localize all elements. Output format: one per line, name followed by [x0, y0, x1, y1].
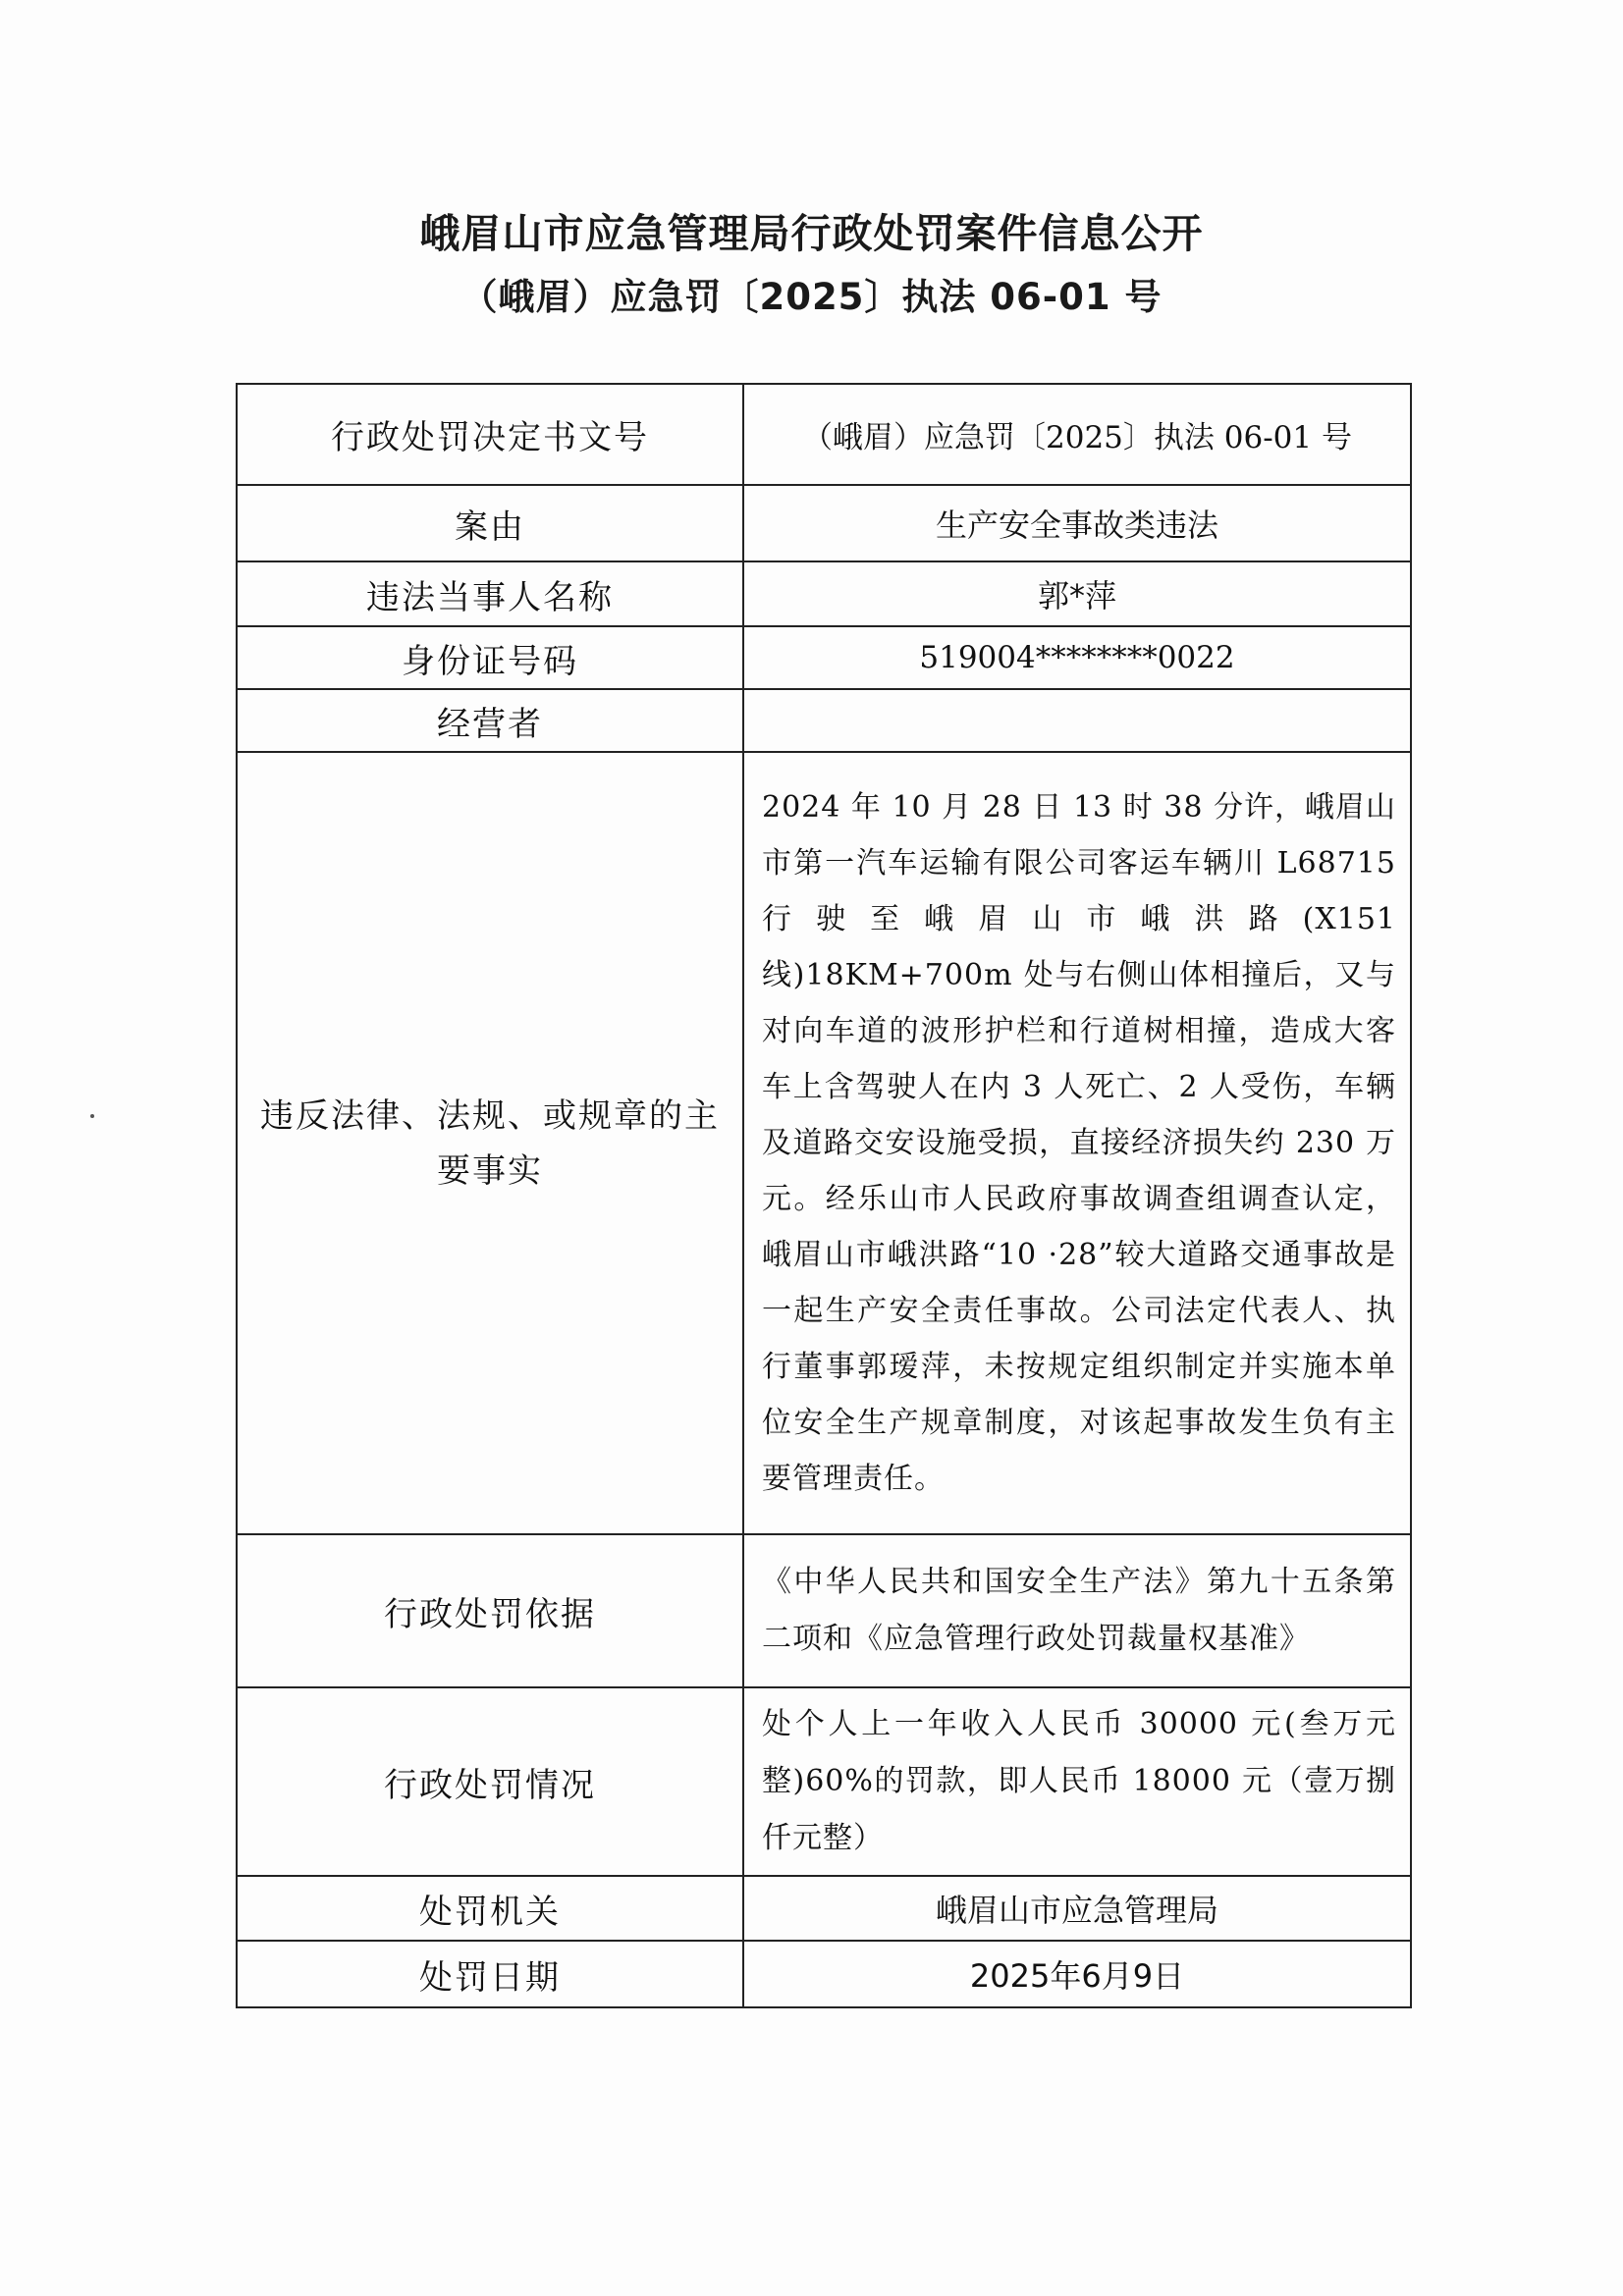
label-decision-number: 行政处罚决定书文号 [237, 384, 743, 485]
value-penalty-details: 处个人上一年收入人民币 30000 元(叁万元整)60%的罚款，即人民币 18000 元（壹万捌仟元整） [743, 1687, 1411, 1876]
label-case-cause: 案由 [237, 485, 743, 561]
value-party-name: 郭*萍 [743, 561, 1411, 626]
table-row [237, 689, 1411, 752]
value-penalty-basis: 《中华人民共和国安全生产法》第九十五条第二项和《应急管理行政处罚裁量权基准》 [743, 1534, 1411, 1687]
table-row [237, 384, 1411, 485]
table-row [237, 752, 1411, 1534]
table-row [237, 1534, 1411, 1687]
label-party-name: 违法当事人名称 [237, 561, 743, 626]
value-operator [743, 689, 1411, 752]
value-penalty-authority: 峨眉山市应急管理局 [743, 1876, 1411, 1941]
value-id-number: 519004********0022 [743, 626, 1411, 689]
scan-speck [90, 1114, 94, 1118]
table-row [237, 626, 1411, 689]
table-row [237, 561, 1411, 626]
value-decision-number: （峨眉）应急罚〔2025〕执法 06-01 号 [743, 384, 1411, 485]
label-main-facts-text: 违反法律、法规、或规章的主要事实 [260, 1095, 720, 1191]
case-info-table [236, 383, 1412, 2008]
label-penalty-date: 处罚日期 [237, 1941, 743, 2007]
table-row [237, 1876, 1411, 1941]
label-penalty-basis: 行政处罚依据 [237, 1534, 743, 1687]
value-case-cause: 生产安全事故类违法 [743, 485, 1411, 561]
label-penalty-details: 行政处罚情况 [237, 1687, 743, 1876]
table-row [237, 485, 1411, 561]
label-penalty-authority: 处罚机关 [237, 1876, 743, 1941]
label-main-facts [237, 752, 743, 1534]
value-main-facts: 2024 年 10 月 28 日 13 时 38 分许，峨眉山市第一汽车运输有限公司客运车辆川 L68715 行驶至峨眉山市峨洪路(X151 线)18KM+700m 处与右侧山体相撞后，又与对向车道的波形护栏和行道树相撞，造成大客车上含驾驶人在内 3 人死亡、2 人受伤，车辆及道路交安设施受损，直接经济损失约 230 万元。经乐山市人民政府事故调查组调查认定，峨眉山市峨洪路“10 ·28”较大道路交通事故是一起生产安全责任事故。公司法定代表人、执行董事郭瑷萍，未按规定组织制定并实施本单位安全生产规章制度，对该起事故发生负有主要管理责任。 [743, 752, 1411, 1534]
table-row [237, 1941, 1411, 2007]
label-operator: 经营者 [237, 689, 743, 752]
document-number-heading: （峨眉）应急罚〔2025〕执法 06-01 号 [460, 276, 1163, 318]
table-row [237, 1687, 1411, 1876]
value-penalty-date: 2025年6月9日 [743, 1941, 1411, 2007]
document-title: 峨眉山市应急管理局行政处罚案件信息公开 [419, 210, 1204, 257]
label-id-number: 身份证号码 [237, 626, 743, 689]
